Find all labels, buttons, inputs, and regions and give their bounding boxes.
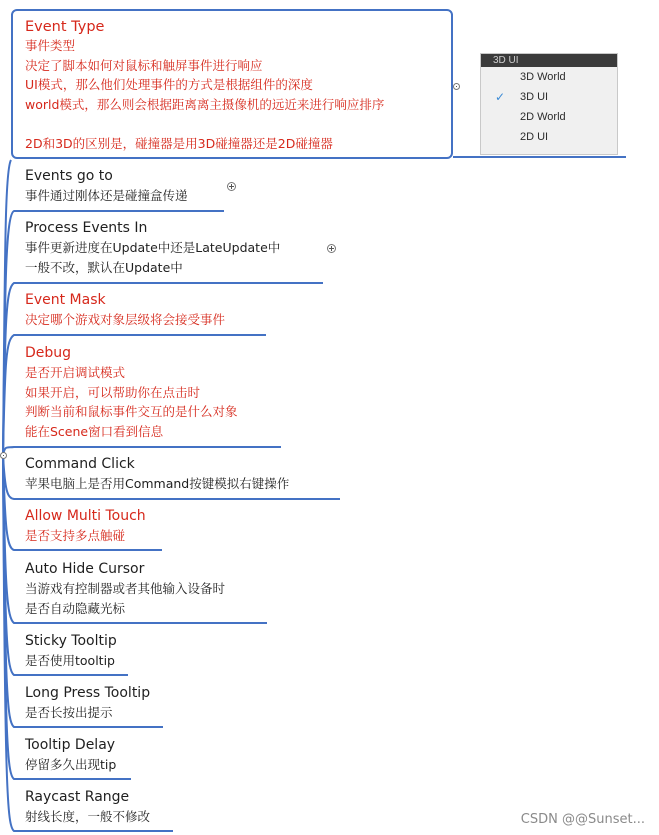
node-desc: 是否支持多点触碰 [25,528,126,543]
node-desc: 是否开启调试模式 [25,365,126,380]
node-desc: 能在Scene窗口看到信息 [25,423,164,439]
node-title: Process Events In [25,220,148,236]
dropdown-option [481,67,617,87]
node-desc: 是否使用tooltip [25,653,115,668]
collapse-dot-event-type[interactable] [453,83,460,90]
node-title: Sticky Tooltip [25,633,117,649]
dropdown-option [481,107,617,127]
expand-icon-events-go-to[interactable] [227,182,236,191]
watermark: CSDN @@Sunset... [520,812,645,827]
checkmark-icon: ✓ [495,90,506,104]
dropdown-option-label: 2D World [520,111,566,123]
node-raycast-range[interactable] [25,788,150,827]
node-command-click[interactable] [25,455,289,494]
node-desc: 是否长按出提示 [25,705,113,720]
node-desc: UI模式，那么他们处理事件的方式是根据组件的深度 [25,77,313,92]
dropdown-option [481,127,617,147]
node-title: Allow Multi Touch [25,508,146,524]
node-sticky-tooltip[interactable] [25,632,117,671]
node-title: Debug [25,345,72,361]
node-desc: world模式，那么则会根据距离离主摄像机的远近来进行响应排序 [25,96,385,112]
node-desc: 停留多久出现tip [25,757,117,772]
dropdown-option-label: 3D UI [520,91,549,103]
dropdown-option-selected [481,87,617,107]
node-desc: 当游戏有控制器或者其他输入设备时 [25,581,226,596]
node-desc: 事件通过刚体还是碰撞盒传递 [25,188,188,203]
node-title: Long Press Tooltip [25,685,151,701]
node-title: Auto Hide Cursor [25,561,145,577]
node-desc-blank [25,114,384,134]
expand-icon-process-events-in[interactable] [327,244,336,253]
node-title: Tooltip Delay [25,737,116,753]
node-event-type[interactable] [25,18,384,153]
event-type-dropdown-image [480,53,618,155]
node-desc: 判断当前和鼠标事件交互的是什么对象 [25,404,238,419]
node-desc: 2D和3D的区别是，碰撞器是用3D碰撞器还是2D碰撞器 [25,135,333,151]
node-title: Event Type [25,19,105,35]
node-desc: 事件类型 [25,38,76,53]
node-desc: 决定了脚本如何对鼠标和触屏事件进行响应 [25,57,263,73]
node-desc: 是否自动隐藏光标 [25,600,126,616]
node-tooltip-delay[interactable] [25,736,116,775]
node-title: Raycast Range [25,789,130,805]
collapse-dot-root[interactable] [0,452,7,459]
node-process-events-in[interactable] [25,219,280,277]
node-desc: 一般不改，默认在Update中 [25,259,183,275]
dropdown-option-label: 2D UI [520,131,549,143]
node-desc: 决定哪个游戏对象层级将会接受事件 [25,312,226,327]
node-title: Events go to [25,168,113,184]
dropdown-header: 3D UI [481,54,617,67]
node-title: Event Mask [25,292,106,308]
node-allow-multi-touch[interactable] [25,507,146,546]
node-events-go-to[interactable] [25,167,188,206]
branch-debug [3,447,281,455]
node-long-press-tooltip[interactable] [25,684,150,723]
node-desc: 射线长度，一般不修改 [25,809,151,824]
node-desc: 苹果电脑上是否用Command按键模拟右键操作 [25,476,290,491]
node-title: Command Click [25,456,135,472]
node-event-mask[interactable] [25,291,225,330]
node-auto-hide-cursor[interactable] [25,560,225,618]
dropdown-option-label: 3D World [520,71,566,83]
node-debug[interactable] [25,344,238,441]
node-desc: 如果开启，可以帮助你在点击时 [25,384,201,400]
node-desc: 事件更新进度在Update中还是LateUpdate中 [25,240,281,255]
